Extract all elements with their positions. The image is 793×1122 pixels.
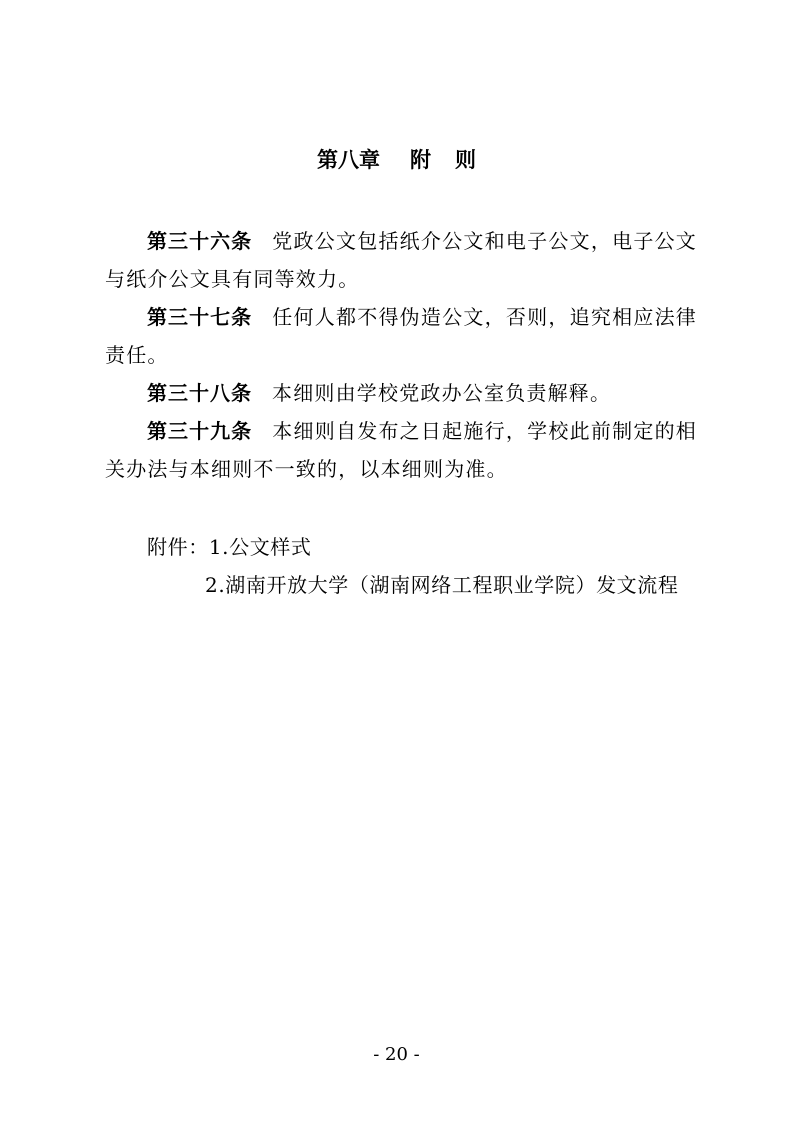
article-number: 第三十八条 (147, 381, 252, 405)
article-36 (105, 222, 697, 298)
article-39 (105, 412, 697, 488)
attachment-item: 1.公文样式 (208, 535, 312, 559)
article-body (105, 222, 697, 488)
chapter-title (0, 144, 793, 176)
chapter-title-part1: 附 (410, 148, 431, 172)
attachment-line-2 (147, 566, 678, 604)
attachment-item: 2.湖南开放大学（湖南网络工程职业学院）发文流程 (205, 573, 679, 597)
article-text: 本细则自发布之日起施行，学校此前制定的相关办法与本细则不一致的，以本细则为准。 (105, 419, 698, 481)
chapter-title-part2: 则 (455, 148, 476, 172)
article-text: 党政公文包括纸介公文和电子公文，电子公文与纸介公文具有同等效力。 (105, 229, 698, 291)
attachment-line-1 (147, 528, 678, 566)
article-number: 第三十九条 (147, 419, 253, 443)
article-text: 任何人都不得伪造公文，否则，追究相应法律责任。 (105, 305, 698, 367)
page-number: - 20 - (373, 1044, 420, 1065)
article-37 (105, 298, 697, 374)
article-38 (105, 374, 697, 412)
attachments-label: 附件： (147, 535, 209, 559)
article-number: 第三十七条 (147, 305, 253, 329)
attachments-block (147, 528, 678, 604)
article-number: 第三十六条 (147, 229, 253, 253)
article-text: 本细则由学校党政办公室负责解释。 (272, 381, 612, 405)
chapter-number: 第八章 (317, 148, 380, 172)
